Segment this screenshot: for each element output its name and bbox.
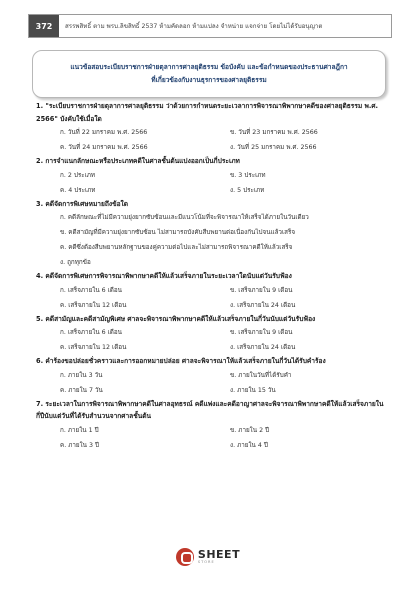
- question-6: [36, 355, 386, 398]
- question-3: [36, 198, 386, 271]
- option-c: ค. ภายใน 7 วัน: [60, 386, 103, 394]
- logo-text: SHEET: [197, 548, 241, 561]
- option-a: ก. ภายใน 3 วัน: [60, 371, 103, 379]
- option-d: ง. วันที่ 25 มกราคม พ.ศ. 2566: [230, 144, 317, 151]
- option-a: ก. เสร็จภายใน 6 เดือน: [60, 286, 122, 294]
- option-b: ข. วันที่ 23 มกราคม พ.ศ. 2566: [230, 129, 318, 136]
- option-b: ข. เสร็จภายใน 9 เดือน: [230, 329, 293, 336]
- page-header: [28, 14, 392, 38]
- option-a: ก. ภายใน 1 ปี: [60, 426, 99, 434]
- option-d: ง. ภายใน 15 วัน: [230, 386, 276, 394]
- topic-box: [32, 50, 386, 98]
- option-d: ง. ภายใน 4 ปี: [230, 441, 268, 449]
- question-7: [36, 398, 386, 453]
- option-d: ง. 5 ประเภท: [230, 186, 265, 194]
- option-c: ค. เสร็จภายใน 12 เดือน: [60, 301, 127, 309]
- question-list: [36, 100, 386, 453]
- option-c: ค. 4 ประเภท: [60, 186, 96, 194]
- option-d: ง. เสร็จภายใน 24 เดือน: [230, 301, 296, 309]
- sheet-logo-icon: [176, 548, 194, 566]
- option-a: ก. 2 ประเภท: [60, 171, 96, 179]
- topic-title-line-2: ที่เกี่ยวข้องกับงานธุรการของศาลยุติธรรม: [151, 76, 267, 84]
- page-number: 372: [29, 15, 59, 37]
- option-b: ข. ภายใน 2 ปี: [230, 426, 270, 434]
- option-a: ก. คดีลักษณะที่ไม่มีความยุ่งยากซับซ้อนและมีแนวโน้มที่จะพิจารณาให้เสร็จได้ภายในวันเดียว: [60, 214, 309, 221]
- copyright-notice: สรรพสิทธิ์ ตาม พรบ.ลิขสิทธิ์ 2537 ห้ามคัดลอก ห้ามแปลง จำหน่าย แจกจ่าย โดยไม่ได้รับอนุญาต: [65, 23, 323, 30]
- question-1: [36, 100, 386, 155]
- question-text: 2. การจำแนกลักษณะหรือประเภทคดีในศาลชั้นต้นแบ่งออกเป็นกี่ประเภท: [36, 157, 240, 165]
- question-5: [36, 313, 386, 356]
- question-2: [36, 155, 386, 198]
- option-c: ค. คดีซึ่งต้องสืบพยานหลักฐานของคู่ความต่อไปและไม่สามารถพิจารณาคดีให้แล้วเสร็จ: [60, 244, 293, 251]
- question-text: 3. คดีจัดการพิเศษหมายถึงข้อใด: [36, 199, 129, 208]
- question-text: 5. คดีสามัญและคดีสามัญพิเศษ ศาลจะพิจารณาพิพากษาคดีให้แล้วเสร็จภายในกี่วันนับแต่วันรับฟ้อง: [36, 314, 316, 323]
- option-d: ง. เสร็จภายใน 24 เดือน: [230, 344, 296, 351]
- option-c: ค. เสร็จภายใน 12 เดือน: [60, 344, 127, 351]
- sheet-store-logo: [0, 544, 416, 570]
- question-text: 7. ระยะเวลาในการพิจารณาพิพากษาคดีในศาลอุทธรณ์ คดีแพ่งและคดีอาญาศาลจะพิจารณาพิพากษาคดีให้แล้วเสร็จภายในกี่ปีนับแต่วันที่ได้รับสำนวนจากศาลชั้นต้น: [36, 399, 384, 420]
- option-c: ค. ภายใน 3 ปี: [60, 441, 99, 449]
- option-b: ข. เสร็จภายใน 9 เดือน: [230, 286, 293, 294]
- question-text: 6. คำร้องขอปล่อยชั่วคราวและการออกหมายปล่อย ศาลจะพิจารณาให้แล้วเสร็จภายในกี่วันได้รับคำร้อง: [36, 357, 326, 365]
- option-b: ข. 3 ประเภท: [230, 171, 266, 179]
- question-text: 1. "ระเบียบราชการฝ่ายตุลาการศาลยุติธรรม ว่าด้วยการกำหนดระยะเวลาการพิจารณาพิพากษาคดีของศาลยุติธรรม พ.ศ. 2566" บังคับใช้เมื่อใด: [36, 102, 379, 123]
- question-4: [36, 270, 386, 313]
- question-text: 4. คดีจัดการพิเศษการพิจารณาพิพากษาคดีให้แล้วเสร็จภายในระยะเวลาใดนับแต่วันรับฟ้อง: [36, 272, 292, 280]
- logo-subtext: STORE: [197, 560, 215, 564]
- option-a: ก. วันที่ 22 มกราคม พ.ศ. 2566: [60, 129, 148, 136]
- topic-title-line-1: แนวข้อสอบระเบียบราชการฝ่ายตุลาการศาลยุติธรรม ข้อบังคับ และข้อกำหนดของประธานศาลฎีกา: [70, 63, 348, 71]
- option-b: ข. คดีสามัญที่มีความยุ่งยากซับซ้อน ไม่สามารถบังคับสืบพยานต่อเนื่องกันไปจนแล้วเสร็จ: [60, 229, 296, 236]
- option-c: ค. วันที่ 24 มกราคม พ.ศ. 2566: [60, 144, 148, 151]
- option-d: ง. ถูกทุกข้อ: [60, 259, 91, 266]
- option-a: ก. เสร็จภายใน 6 เดือน: [60, 329, 122, 336]
- option-b: ข. ภายในวันที่ได้รับคำ: [230, 371, 292, 379]
